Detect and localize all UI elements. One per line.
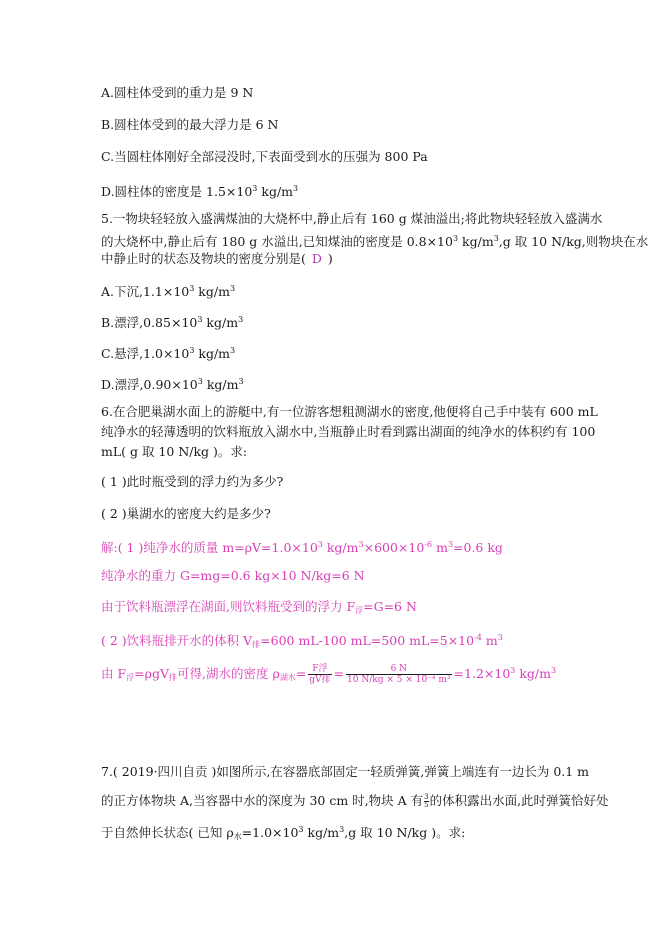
q6-line-3: mL( g 取 10 N/kg )。求:: [101, 444, 248, 459]
q5-line-3: 中静止时的状态及物块的密度分别是( D ): [101, 251, 333, 266]
q7-fraction: $\frac{3}{5}$: [424, 793, 429, 809]
q6-line-1: 6.在合肥巢湖水面上的游艇中,有一位游客想粗测湖水的密度,他便将自己手中装有 600 mL: [101, 404, 598, 419]
q6-solution-line-3: 由于饮料瓶漂浮在湖面,则饮料瓶受到的浮力 $F_浮=G=6$ N: [101, 599, 417, 615]
density-formula-fraction: $\frac{\text{F浮}}{\text{gV排}}$: [309, 664, 331, 685]
q5-line-1: 5.一物块轻轻放入盛满煤油的大烧杯中,静止后有 160 g 煤油溢出;将此物块轻轻放入盛满水: [101, 211, 603, 226]
q6-solution-line-2: 纯净水的重力 G=mg=0.6 kg×10 N/kg=6 N: [101, 568, 365, 583]
q7-line-3: 于自然伸长状态( 已知 $\rho_水=1.0\times 10^3$ $kg/m^3,g$ 取 10 N/kg )。求:: [101, 825, 466, 841]
q5-answer: D: [311, 251, 322, 266]
density-value-fraction: $\frac{6 N}{\text{10 N/kg × 5 × 10⁻⁴ m³}}$: [347, 664, 451, 685]
q5-option-d: D.漂浮$,0.90\times 10^3$ $kg/m^3$: [101, 377, 244, 392]
q6-line-2: 纯净水的轻薄透明的饮料瓶放入湖水中,当瓶静止时看到露出湖面的纯净水的体积约有 100: [101, 424, 596, 439]
q4-option-c: C.当圆柱体刚好全部浸没时,下表面受到水的压强为 800 Pa: [101, 149, 428, 164]
q6-solution-line-4: ( 2 )饮料瓶排开水的体积 $V_排=600$ mL-100 mL=500 $mL=5\times 10^{-4}$ $m^3$: [101, 633, 503, 649]
q4-option-b: B.圆柱体受到的最大浮力是 6 N: [101, 117, 279, 132]
q4-option-d: D.圆柱体的密度是 $1.5\times 10^3$ $kg/m^3$: [101, 184, 299, 199]
q5-option-c: C.悬浮$,1.0\times 10^3$ $kg/m^3$: [101, 346, 236, 361]
q6-solution-line-1: 解:( 1 )纯净水的质量 $m=\rho V=1.0\times 10^3$ $kg/m^3\times 600\times 10^{-6}$ $m^3=0.6$ kg: [101, 540, 503, 555]
q5-option-a: A.下沉$,1.1\times 10^3$ $kg/m^3$: [101, 284, 236, 299]
q6-subquestion-1: ( 1 )此时瓶受到的浮力约为多少?: [101, 474, 284, 489]
q6-subquestion-2: ( 2 )巢湖水的密度大约是多少?: [101, 506, 271, 521]
q5-option-b: B.漂浮$,0.85\times 10^3$ $kg/m^3$: [101, 315, 244, 330]
q4-option-a: A.圆柱体受到的重力是 9 N: [101, 85, 254, 100]
q7-line-2: 的正方体物块 A,当容器中水的深度为 30 cm 时,物块 A 有 $\frac{3}{5}$ 的体积露出水面,此时弹簧恰好处: [101, 793, 609, 809]
q7-line-1: 7.( 2019·四川自贡 )如图所示,在容器底部固定一轻质弹簧,弹簧上端连有一边长为 0.1 m: [101, 764, 590, 779]
q6-solution-line-5: 由 $F_浮=\rho gV_排$可得,湖水的密度 $\rho_{湖水}=$ $\frac{\text{F浮}}{\text{gV排}}$ = $\frac{6 N}{\text{10 N/kg × 5 × 10⁻⁴ m³}}$ $=1.2\times 10^3$ $kg/m^3$: [101, 664, 557, 685]
q5-line-2: 的大烧杯中,静止后有 180 g 水溢出,已知煤油的密度是 $0.8\times 10^3$ $kg/m^3,g$ 取 10 N/kg,则物块在水: [101, 234, 649, 249]
